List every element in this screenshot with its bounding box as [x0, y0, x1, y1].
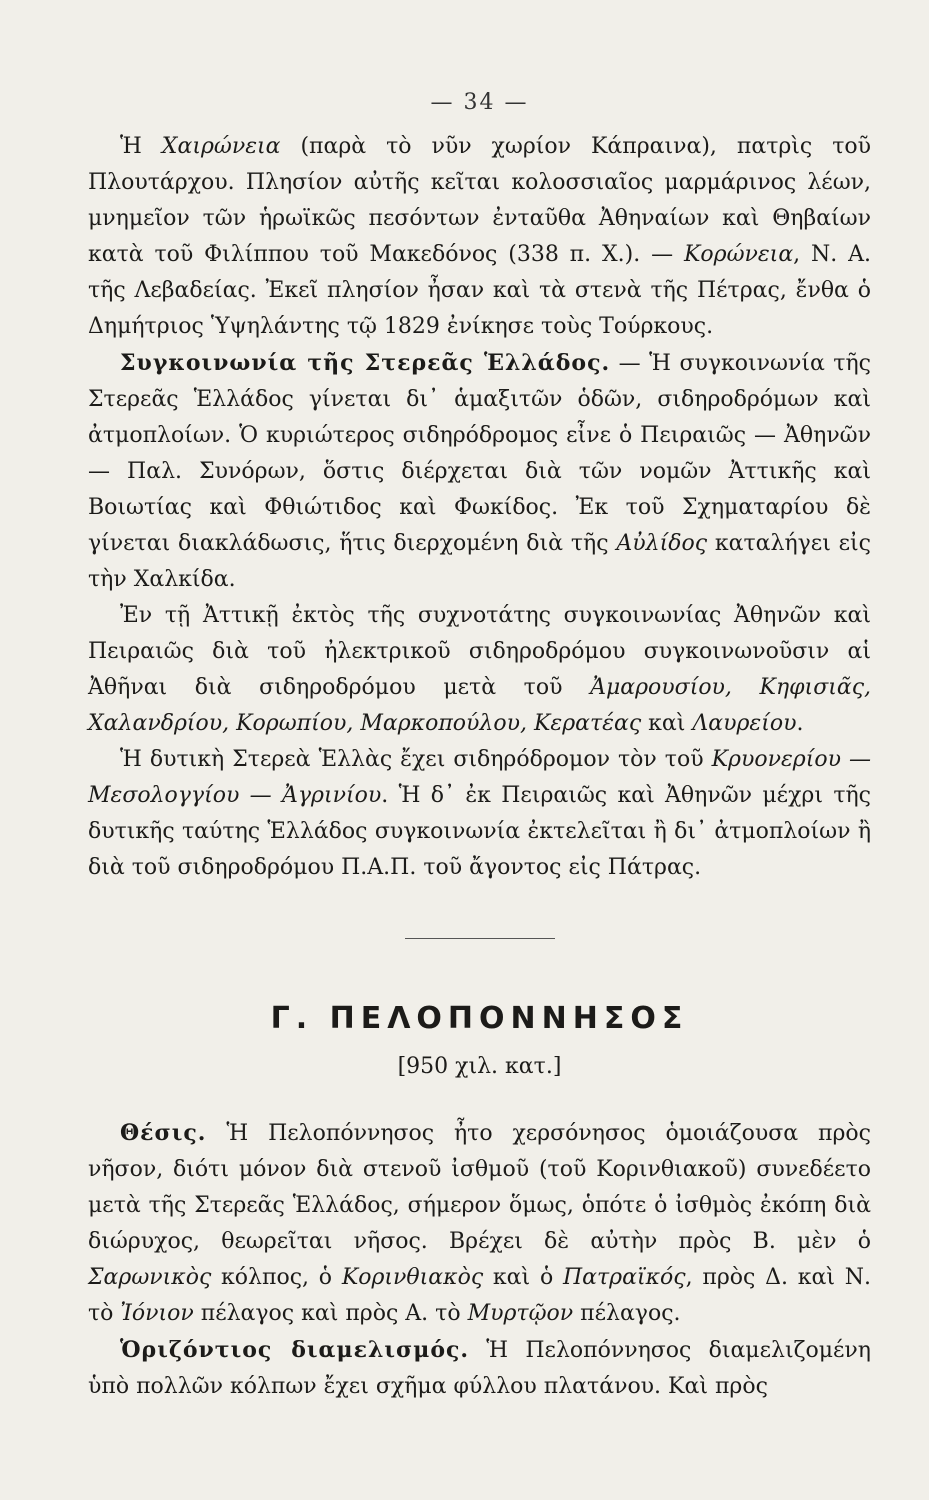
paragraph-western-greece	[88, 742, 871, 886]
run-in-heading: Θέσις.	[120, 1120, 207, 1146]
paragraph-coastline	[88, 1332, 871, 1405]
run-in-heading: Συγκοινωνία τῆς Στερεᾶς Ἑλλάδος.	[120, 350, 611, 376]
railway-name: Κρυονερίου — Μεσολογγίου — Ἀγρινίου	[88, 747, 871, 808]
place-name: Σαρωνικὸς	[88, 1265, 212, 1290]
paragraph-communication	[88, 345, 871, 598]
text-run: Ἡ Πελοπόννησος διαμελιζομένη ὑπὸ πολλῶν κόλπων ἔχει σχῆμα φύλλου πλατάνου. Καὶ πρὸς	[88, 1338, 871, 1399]
place-names: Ἀμαρουσίου, Κηφισιᾶς, Χαλανδρίου, Κορωπίου, Μαρκοπούλου, Κερατέας	[88, 675, 872, 736]
text-run: καὶ	[641, 711, 693, 736]
place-name: Αὐλίδος	[616, 531, 708, 556]
paragraph-attica	[88, 598, 871, 742]
text-run: πέλαγος.	[573, 1301, 681, 1326]
text-run: — Ἡ συγκοινωνία τῆς Στερεᾶς Ἑλλάδος γίνεται δι᾽ ἁμαξιτῶν ὁδῶν, σιδηροδρόμων καὶ ἀτμοπλοίων. Ὁ κυριώτερος σιδηρόδρομος εἶνε ὁ Πειραιῶς — Ἀθηνῶν — Παλ. Συνόρων, ὅστις διέρχεται διὰ τῶν νομῶν Ἀττικῆς καὶ Βοιωτίας καὶ Φθιώτιδος καὶ Φωκίδος. Ἐκ τοῦ Σχηματαρίου δὲ γίνεται διακλάδωσις, ἥτις διερχομένη διὰ τῆς	[88, 351, 871, 556]
area-note: [950 χιλ. κατ.]	[397, 1054, 562, 1079]
place-name: Μυρτῷον	[467, 1301, 574, 1326]
text-run: .	[796, 711, 804, 736]
text-run: . Ἡ δ᾽ ἐκ Πειραιῶς καὶ Ἀθηνῶν μέχρι τῆς δυτικῆς ταύτης Ἑλλάδος συγκοινωνία ἐκτελεῖται ἢ δι᾽ ἀτμοπλοίων ἢ διὰ τοῦ σιδηροδρόμου Π.Α.Π. τοῦ ἄγοντος εἰς Πάτρας.	[88, 783, 871, 880]
text-run: , Ν. Α. τῆς Λεβαδείας. Ἐκεῖ πλησίον ἦσαν καὶ τὰ στενὰ τῆς Πέτρας, ἔνθα ὁ Δημήτριος Ὑψηλάντης τῷ 1829 ἐνίκησε τοὺς Τούρκους.	[88, 242, 872, 339]
text-run: Ἡ Πελοπόννησος ἦτο χερσόνησος ὁμοιάζουσα πρὸς νῆσον, διότι μόνον διὰ στενοῦ ἰσθμοῦ (τοῦ Κορινθιακοῦ) συνεδέετο μετὰ τῆς Στερεᾶς Ἑλλάδος, σήμερον ὅμως, ὁπότε ὁ ἰσθμὸς ἐκόπη διὰ διώρυχος, θεωρεῖται νῆσος. Βρέχει δὲ αὐτὴν πρὸς Β. μὲν ὁ	[88, 1121, 871, 1254]
place-name: Κορινθιακὸς	[341, 1265, 484, 1290]
place-name: Ἰόνιον	[120, 1301, 194, 1326]
section-title: Γ. ΠΕΛΟΠΟΝΝΗΣΟΣ	[270, 1001, 689, 1036]
text-run: Ἐν τῇ Ἀττικῇ ἐκτὸς τῆς συχνοτάτης συγκοινωνίας Ἀθηνῶν καὶ Πειραιῶς διὰ τοῦ ἠλεκτρικοῦ σιδηροδρόμου συγκοινωνοῦσιν αἱ Ἀθῆναι διὰ σιδηροδρόμου μετὰ τοῦ	[88, 603, 871, 700]
section-divider	[405, 938, 555, 939]
place-name: Πατραϊκός	[562, 1265, 686, 1290]
place-name: Χαιρώνεια	[161, 134, 281, 159]
run-in-heading: Ὁριζόντιος διαμελισμός.	[120, 1337, 470, 1363]
text-run: πέλαγος καὶ πρὸς Α. τὸ	[193, 1301, 468, 1326]
page-number: — 34 —	[430, 90, 529, 115]
text-run: (παρὰ τὸ νῦν χωρίον Κάπραινα), πατρὶς τοῦ Πλουτάρχου. Πλησίον αὐτῆς κεῖται κολοσσιαῖος μαρμάρινος λέων, μνημεῖον τῶν ἡρωϊκῶς πεσόντων ἐνταῦθα Ἀθηναίων καὶ Θηβαίων κατὰ τοῦ Φιλίππου τοῦ Μακεδόνος (338 π. Χ.). —	[88, 134, 871, 267]
text-run: καὶ ὁ	[483, 1265, 563, 1290]
text-run: Ἡ δυτικὴ Στερεὰ Ἑλλὰς ἔχει σιδηρόδρομον τὸν τοῦ	[120, 747, 712, 772]
place-name: Λαυρείου	[692, 711, 797, 736]
paragraph-position	[88, 1115, 871, 1332]
text-run: Ἡ	[120, 134, 162, 159]
text-run: καταλήγει εἰς τὴν Χαλκίδα.	[88, 531, 871, 592]
text-run: , πρὸς Δ. καὶ Ν. τὸ	[88, 1265, 871, 1326]
text-run: κόλπος, ὁ	[211, 1265, 342, 1290]
place-name: Κορώνεια	[683, 242, 794, 267]
paragraph-chaeronea	[88, 129, 871, 345]
